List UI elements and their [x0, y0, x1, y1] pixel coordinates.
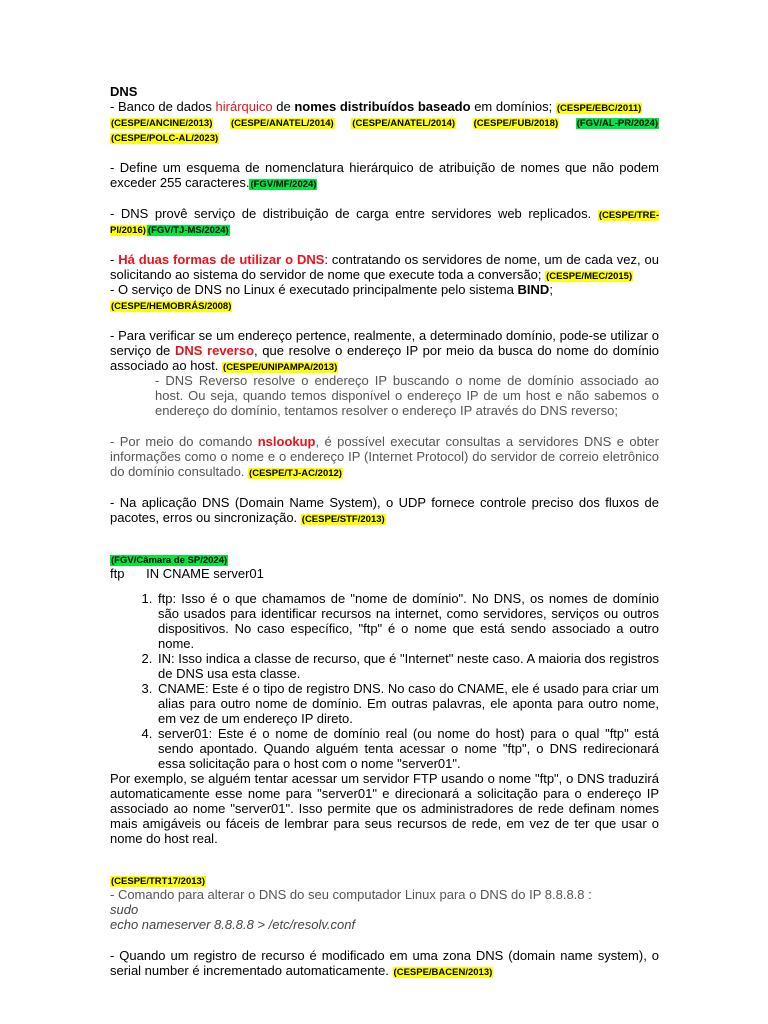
- emphasis-text: DNS reverso: [174, 343, 255, 358]
- record-explanation-list: [110, 591, 659, 771]
- exam-tag: (CESPE/UNIPAMPA/2013): [223, 362, 338, 373]
- paragraph-nslookup: [110, 434, 659, 479]
- text: - Na aplicação DNS (Domain Name System), o UDP fornece controle preciso dos fluxos de pacotes, erros ou sincronização.: [110, 495, 659, 525]
- exam-tag: (CESPE/TRT17/2013): [111, 876, 205, 887]
- text: - Por meio do comando: [110, 434, 258, 449]
- text: - Define um esquema de nomenclatura hierárquico de atribuição de nomes que não podem exceder 255 caracteres.: [110, 160, 659, 190]
- tags-line: [110, 872, 659, 887]
- text: - DNS provê serviço de distribuição de carga entre servidores web replicados.: [110, 206, 592, 221]
- list-item: 2. IN: Isso indica a classe de recurso, que é "Internet" neste caso. A maioria dos registros de DNS usa esta classe.: [156, 651, 659, 681]
- text: - O serviço de DNS no Linux é executado principalmente pelo sistema: [110, 282, 518, 297]
- text: , é possível executar consultas a servidores DNS e obter informações como o nome e o endereço IP (Internet Protocol) do servidor de correio eletrônico do domínio consultado.: [110, 434, 659, 479]
- paragraph-naming-scheme: [110, 160, 659, 190]
- paragraph-load-distribution: [110, 206, 659, 236]
- exam-tag: (CESPE/ANATEL/2014): [230, 118, 334, 129]
- bold-text: BIND: [517, 282, 550, 297]
- list-item: 1. ftp: Isso é o que chamamos de "nome de domínio". No DNS, os nomes de domínio são usados para identificar recursos na internet, como servidores, serviços ou outros dispositivos. No caso específico, "ftp" é o nome que está sendo associado a outro nome.: [156, 591, 659, 651]
- text: - Quando um registro de recurso é modificado em uma zona DNS (domain name system), o serial number é incrementado automaticamente.: [110, 948, 659, 978]
- exam-tag: (CESPE/TJ-AC/2012): [249, 468, 342, 479]
- exam-tag: (CESPE/POLC-AL/2023): [111, 133, 219, 144]
- paragraph-database: [110, 99, 659, 114]
- exam-tag: (CESPE/HEMOBRÁS/2008): [111, 301, 232, 312]
- paragraph-serial-number: [110, 948, 659, 978]
- exam-tag: (CESPE/TRE-PI/2016): [110, 210, 659, 236]
- exam-tag: (CESPE/EBC/2011): [556, 103, 642, 114]
- exam-tag: (CESPE/STF/2013): [301, 514, 385, 525]
- text: de: [272, 99, 295, 114]
- paragraph-bind: [110, 282, 659, 297]
- text: -: [110, 252, 119, 267]
- emphasis-text: hirárquico: [215, 99, 273, 114]
- paragraph-two-ways: [110, 252, 659, 282]
- reverse-dns-note: - DNS Reverso resolve o endereço IP buscando o nome de domínio associado ao host. Ou seja, quando temos disponível o endereço IP de um host e não sabemos o endereço do domínio, tentamos resolver o endereço IP através do DNS reverso;: [155, 373, 659, 418]
- exam-tag: (CESPE/MEC/2015): [546, 271, 633, 282]
- emphasis-text: nslookup: [257, 434, 316, 449]
- exam-tag: (FGV/MF/2024): [250, 179, 317, 190]
- paragraph-udp: [110, 495, 659, 525]
- list-item: 3. CNAME: Este é o tipo de registro DNS. No caso do CNAME, ele é usado para criar um alias para outro nome de domínio. Em outras palavras, ele aponta para outro nome, em vez de um endereço IP direto.: [156, 681, 659, 726]
- exam-tag: (CESPE/FUB/2018): [473, 118, 559, 129]
- text: - Banco de dados: [110, 99, 216, 114]
- paragraph-linux-dns-command: - Comando para alterar o DNS do seu computador Linux para o DNS do IP 8.8.8.8 :: [110, 887, 592, 902]
- paragraph-reverse-dns: [110, 328, 659, 373]
- tags-line: [110, 297, 659, 312]
- exam-tag: (CESPE/ANCINE/2013): [111, 118, 213, 129]
- tags-line: [110, 114, 659, 129]
- exam-tag: (CESPE/BACEN/2013): [393, 967, 493, 978]
- code-line: sudo: [110, 902, 139, 917]
- exam-tag: (FGV/Câmara de SP/2024): [111, 555, 228, 566]
- text: em domínios;: [470, 99, 556, 114]
- bold-text: nomes distribuídos baseado: [294, 99, 471, 114]
- code-line: echo nameserver 8.8.8.8 > /etc/resolv.conf: [110, 917, 356, 932]
- document-page: [110, 84, 659, 978]
- text: : contratando os servidores de nome, um de cada vez, ou solicitando ao sistema do servidor de nome que execute toda a conversão;: [110, 252, 659, 282]
- exam-tag: (FGV/TJ-MS/2024): [147, 225, 229, 236]
- text: - Para verificar se um endereço pertence, realmente, a determinado domínio, pode-se utilizar o serviço de: [110, 328, 659, 358]
- dns-record-line: ftp IN CNAME server01: [110, 566, 264, 581]
- exam-tag: (FGV/AL-PR/2024): [576, 118, 658, 129]
- exam-tag: (CESPE/ANATEL/2014): [352, 118, 456, 129]
- emphasis-text: Há duas formas de utilizar o DNS: [118, 252, 325, 267]
- tags-line: [110, 129, 659, 144]
- text: ;: [549, 282, 553, 297]
- text: , que resolve o endereço IP por meio da busca do nome do domínio associado ao host.: [110, 343, 659, 373]
- list-item: 4. server01: Este é o nome de domínio real (ou nome do host) para o qual "ftp" está sendo apontado. Quando alguém tenta acessar o nome "ftp", o DNS redirecionará essa solicitação para o host com o nome "server01".: [156, 726, 659, 771]
- paragraph-example: Por exemplo, se alguém tentar acessar um servidor FTP usando o nome "ftp", o DNS traduzirá automaticamente esse nome para "server01" e direcionará a solicitação para o endereço IP associado ao nome "server01". Isso permite que os administradores de rede definam nomes mais amigáveis ou fáceis de lembrar para seus recursos de rede, em vez de ter que usar o nome do host real.: [110, 771, 659, 846]
- document-title: DNS: [110, 84, 138, 99]
- tags-line: [110, 551, 659, 566]
